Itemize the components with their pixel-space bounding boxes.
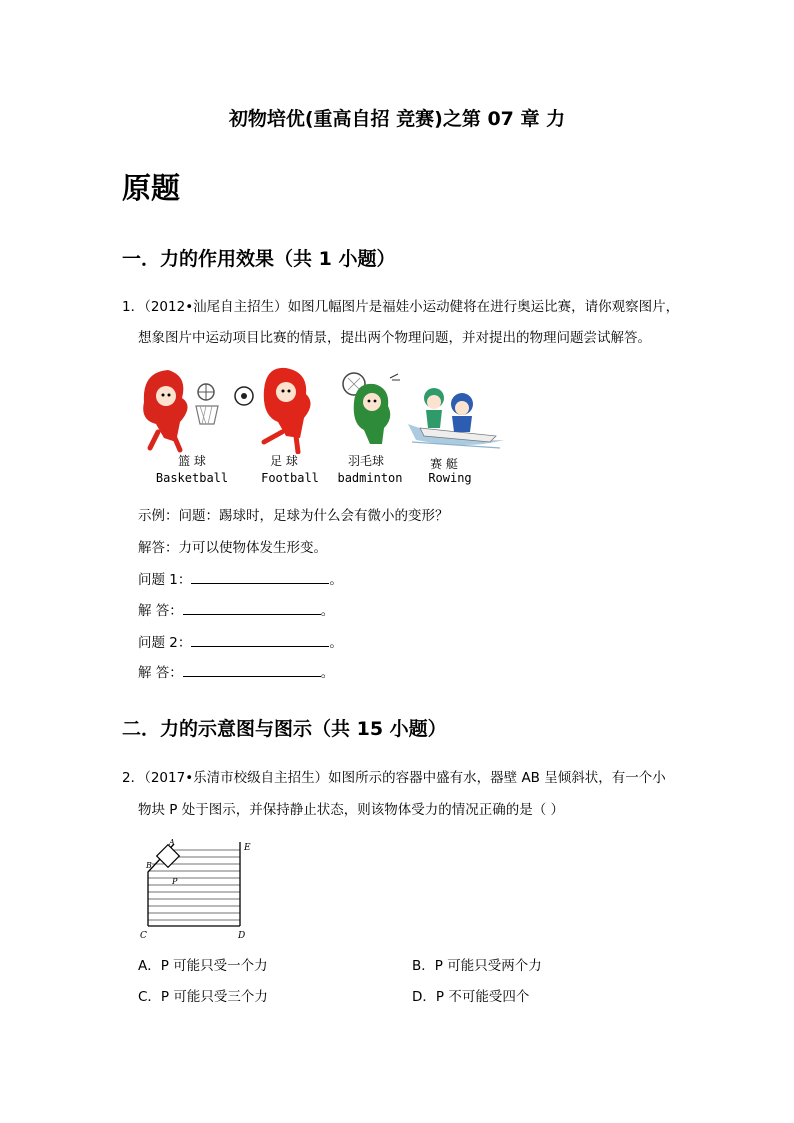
option-a[interactable]: A．P 可能只受一个力: [138, 958, 268, 974]
document-title: 初物培优(重高自招 竞赛)之第 07 章 力: [228, 108, 566, 130]
q1-answer1-line: [138, 600, 334, 621]
question2-blank[interactable]: [191, 632, 329, 647]
q1-example-answer: 解答：力可以使物体发生形变。: [138, 540, 327, 556]
option-c[interactable]: C．P 可能只受三个力: [138, 989, 268, 1005]
option-b[interactable]: B．P 可能只受两个力: [412, 958, 542, 974]
period: 。: [320, 665, 335, 681]
q1-text-line2: 想象图片中运动项目比赛的情景，提出两个物理问题，并对提出的物理问题尝试解答。: [138, 330, 651, 346]
period: 。: [329, 572, 343, 588]
question2-label: 问题 2：: [138, 635, 192, 651]
q1-example: 示例：问题：踢球时，足球为什么会有微小的变形？: [138, 508, 449, 524]
rowing-fuwa-figure: [408, 388, 504, 448]
q1-text-line1: 1．（2012•汕尾自主招生）如图几幅图片是福娃小运动健将在进行奥运比赛，请你观察图片，: [122, 299, 680, 315]
container-diagram: [136, 836, 256, 944]
sport-label-cn-badminton: 羽毛球: [347, 454, 384, 468]
label-p: P: [172, 877, 178, 886]
sport-label-en-basketball: Basketball: [155, 471, 229, 485]
answer1-blank[interactable]: [183, 600, 321, 615]
heading-original-questions: 原题: [122, 171, 181, 205]
sport-label-en-rowing: Rowing: [428, 471, 472, 485]
sport-label-cn-rowing: 赛 艇: [430, 457, 458, 471]
question1-label: 问题 1：: [138, 572, 192, 588]
q1-answer2-line: [138, 662, 334, 683]
sport-label-en-football: Football: [261, 471, 319, 485]
label-b: B: [146, 861, 152, 870]
label-a: A: [169, 838, 175, 847]
badminton-fuwa-figure: [343, 373, 400, 444]
sport-label-cn-football: 足 球: [270, 454, 298, 468]
section1-title: 一．力的作用效果（共 1 小题）: [122, 248, 396, 270]
period: 。: [329, 635, 343, 651]
question1-blank[interactable]: [191, 569, 329, 584]
sport-label-cn-basketball: 篮 球: [178, 454, 206, 468]
label-c: C: [140, 931, 147, 941]
basketball-fuwa-figure: [143, 370, 218, 450]
q2-text-line1: 2．（2017•乐清市校级自主招生）如图所示的容器中盛有水，器壁 AB 呈倾斜状，有一个小: [122, 770, 666, 786]
fuwa-sports-illustration: [136, 362, 508, 454]
q2-text-line2: 物块 P 处于图示，并保持静止状态，则该物体受力的情况正确的是（ ）: [138, 802, 565, 818]
option-d[interactable]: D．P 不可能受四个: [412, 989, 530, 1005]
football-fuwa-figure: [235, 368, 311, 452]
q1-question2-line: [138, 632, 343, 653]
label-e: E: [244, 843, 251, 853]
answer1-label: 解 答：: [138, 603, 183, 619]
answer2-label: 解 答：: [138, 665, 183, 681]
section2-title: 二．力的示意图与图示（共 15 小题）: [122, 718, 447, 740]
q1-question1-line: [138, 569, 343, 590]
period: 。: [320, 603, 335, 619]
sport-label-en-badminton: badminton: [337, 471, 403, 485]
answer2-blank[interactable]: [183, 662, 321, 677]
label-d: D: [238, 931, 246, 941]
